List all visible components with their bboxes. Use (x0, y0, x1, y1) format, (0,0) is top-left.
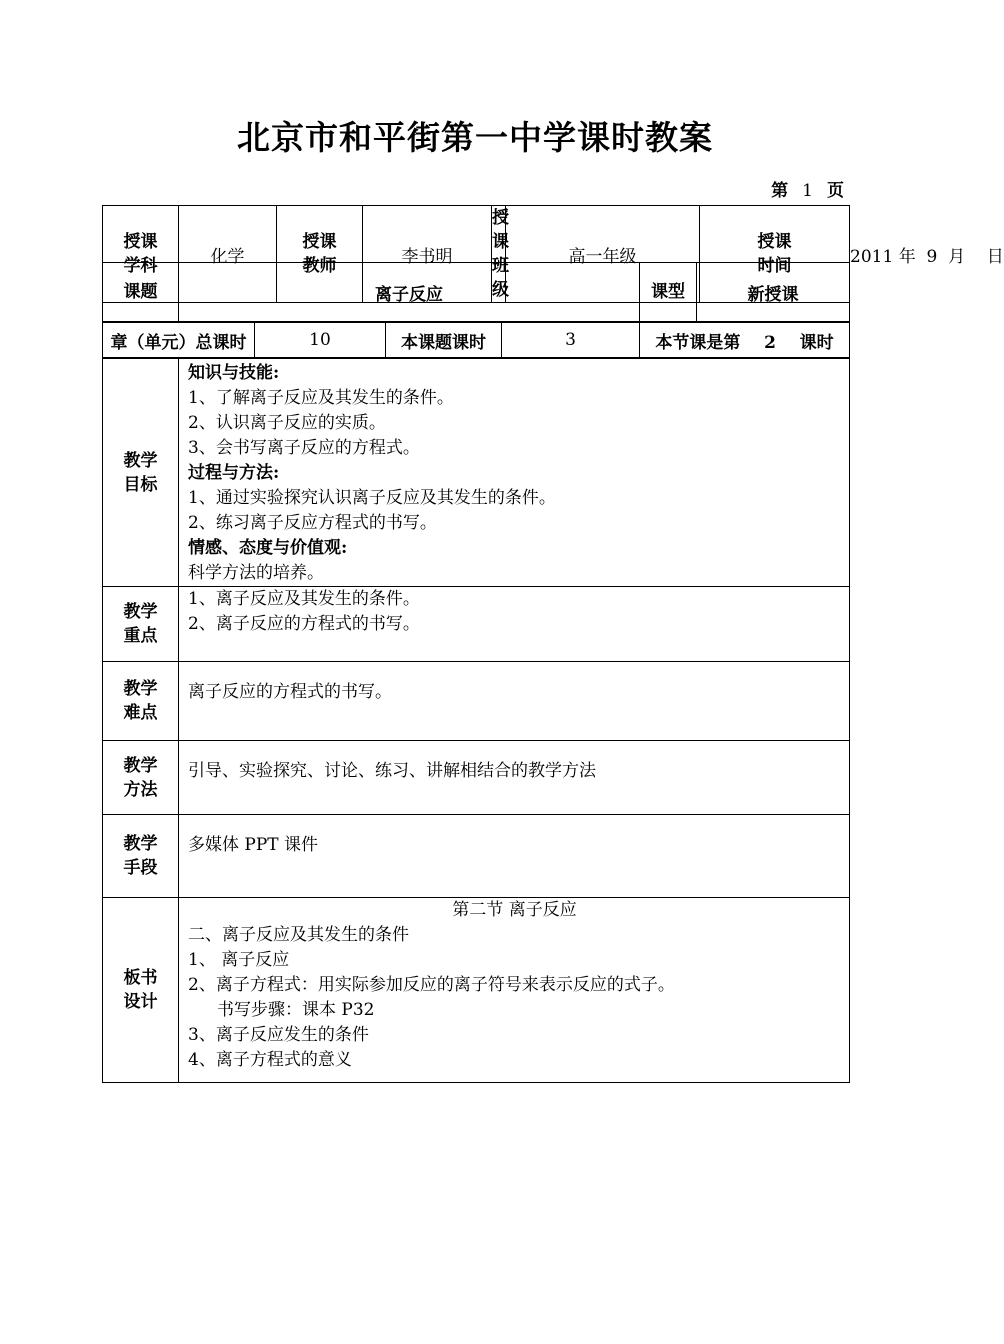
difficulties-label (103, 662, 179, 741)
topic-hours-value: 3 (502, 323, 640, 358)
methods-label-text: 教学 方法 (123, 755, 158, 800)
page-number-label (771, 176, 844, 201)
page-suffix: 页 (827, 181, 844, 201)
current-lesson-label: 本节课是第 2 课时 (640, 323, 850, 358)
type-label: 课型 (640, 263, 697, 322)
topic-hours-label: 本课题课时 (386, 323, 502, 358)
difficulties-content (179, 662, 850, 741)
class-value: 高一年级 (506, 206, 700, 303)
means-label-text: 教学 手段 (123, 834, 158, 878)
subject-label-text: 授课 学科 (123, 232, 158, 276)
subject-value: 化学 (179, 206, 277, 303)
methods-row (103, 741, 850, 815)
objectives-line-6: 2、练习离子反应方程式的书写。 (188, 513, 437, 533)
key-points-line-1: 2、离子反应的方程式的书写。 (188, 614, 420, 634)
difficulties-text: 离子反应的方程式的书写。 (188, 682, 392, 702)
difficulties-row (103, 662, 850, 741)
topic-label: 课题 (103, 263, 179, 322)
board-design-heading: 第二节 离子反应 (452, 900, 577, 920)
means-content (179, 815, 850, 898)
methods-content (179, 741, 850, 815)
objectives-line-2: 2、认识离子反应的实质。 (188, 413, 386, 433)
objectives-label (103, 359, 179, 587)
page-prefix: 第 (771, 181, 789, 201)
content-table (102, 358, 850, 1083)
means-text: 多媒体 PPT 课件 (188, 835, 319, 855)
objectives-line-1: 1、了解离子反应及其发生的条件。 (188, 388, 454, 408)
hours-table (102, 322, 850, 358)
board-design-line-3: 书写步骤：课本 P32 (217, 1000, 375, 1020)
board-design-label (103, 898, 179, 1083)
topic-value: 离子反应 (179, 263, 640, 322)
header-row: 授课 学科 化学 授课 教师 李书明 授课 班级 高一年级 授课 时间 2011 年 9 月 日 (103, 206, 850, 303)
type-value: 新授课 (697, 263, 850, 322)
means-row (103, 815, 850, 898)
objectives-line-7: 情感、态度与价值观: (188, 538, 348, 558)
page-number: 1 (802, 181, 813, 201)
hours-row (103, 323, 850, 358)
topic-row (103, 263, 850, 322)
board-design-row (103, 898, 850, 1083)
time-label-text: 授课 时间 (757, 232, 792, 276)
objectives-row (103, 359, 850, 587)
board-design-label-text: 板书 设计 (123, 968, 158, 1012)
board-design-content (179, 898, 850, 1083)
lesson-plan-body (102, 262, 850, 322)
objectives-line-4: 过程与方法: (188, 463, 280, 483)
class-label-text: 授课 班级 (492, 208, 510, 300)
key-points-row (103, 587, 850, 662)
teacher-value: 李书明 (363, 206, 492, 303)
key-points-content (179, 587, 850, 662)
difficulties-label-text: 教学 难点 (123, 679, 158, 723)
methods-text: 引导、实验探究、讨论、练习、讲解相结合的教学方法 (188, 761, 596, 781)
objectives-line-3: 3、会书写离子反应的方程式。 (188, 438, 420, 458)
means-label (103, 815, 179, 898)
objectives-line-0: 知识与技能: (188, 363, 280, 383)
key-points-label-text: 教学 重点 (123, 602, 158, 646)
key-points-label (103, 587, 179, 662)
document-title: 北京市和平街第一中学课时教案 (237, 118, 713, 157)
board-design-line-2: 2、离子方程式：用实际参加反应的离子符号来表示反应的式子。 (188, 975, 675, 995)
board-design-line-1: 1、 离子反应 (188, 950, 290, 970)
objectives-label-text: 教学 目标 (123, 450, 158, 495)
chapter-hours-value: 10 (255, 323, 386, 358)
methods-label (103, 741, 179, 815)
objectives-content (179, 359, 850, 587)
teacher-label-text: 授课 教师 (302, 232, 337, 276)
board-design-line-0: 二、离子反应及其发生的条件 (188, 925, 409, 945)
objectives-line-5: 1、通过实验探究认识离子反应及其发生的条件。 (188, 488, 556, 508)
board-design-line-5: 4、离子方程式的意义 (188, 1050, 352, 1070)
objectives-line-8: 科学方法的培养。 (188, 563, 324, 583)
chapter-hours-label: 章（单元）总课时 (103, 323, 255, 358)
board-design-line-4: 3、离子反应发生的条件 (188, 1025, 369, 1045)
key-points-line-0: 1、离子反应及其发生的条件。 (188, 589, 420, 609)
